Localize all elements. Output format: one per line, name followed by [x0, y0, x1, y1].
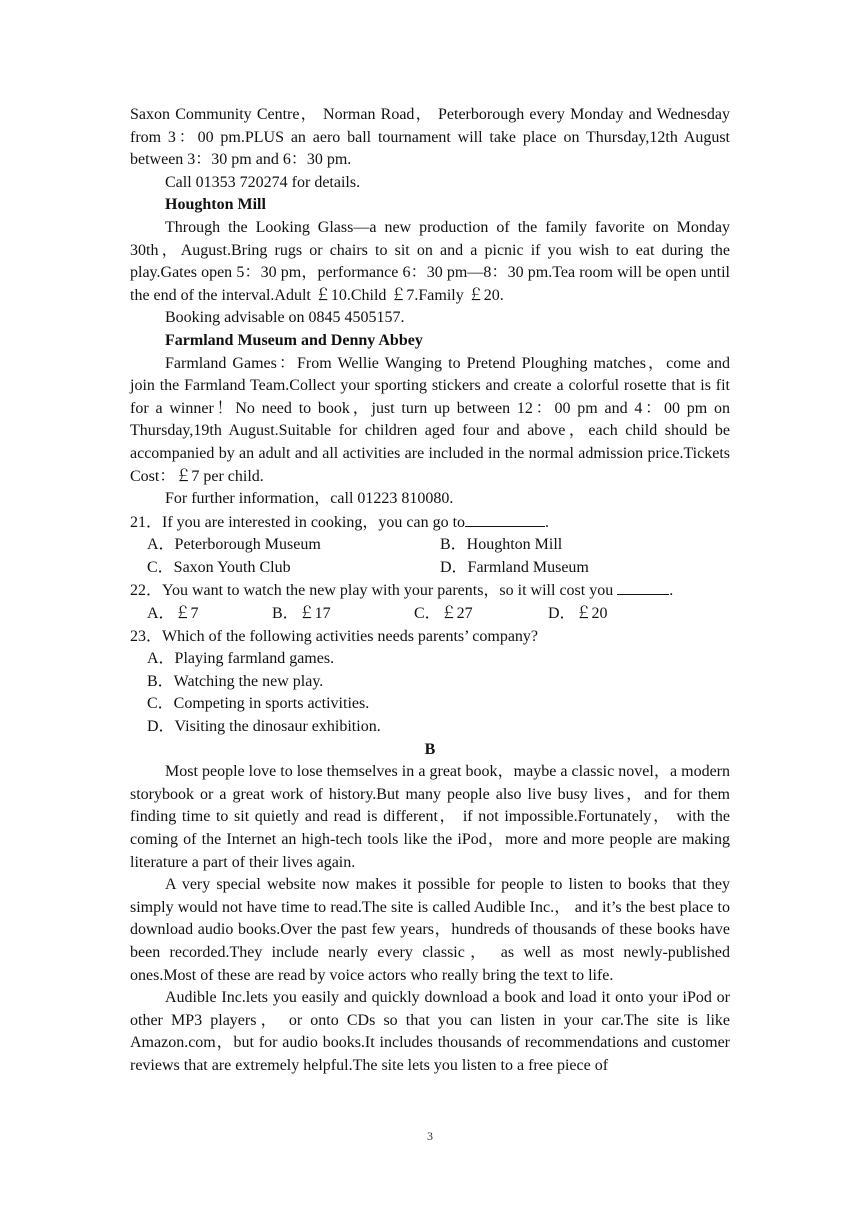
question-21-options-row1 [130, 534, 730, 557]
question-21 [130, 511, 730, 535]
houghton-booking: Booking advisable on 0845 4505157. [165, 309, 405, 327]
page-number: 3 [427, 1129, 433, 1143]
option-21-d: D．Farmland Museum [440, 558, 589, 576]
question-21-options-row2 [130, 557, 730, 580]
question-22-options [130, 603, 730, 626]
option-22-d: D．￡20 [548, 605, 608, 623]
option-21-b: B．Houghton Mill [440, 536, 563, 554]
farmland-heading: Farmland Museum and Denny Abbey [165, 331, 423, 349]
option-21-c: C．Saxon Youth Club [147, 558, 291, 576]
option-21-a: A．Peterborough Museum [147, 536, 321, 554]
option-22-c: C．￡27 [414, 605, 473, 623]
saxon-text: Saxon Community Centre， Norman Road， Peterborough every Monday and Wednesday from 3：00 pm.PLUS an aero ball tournament will take place on Thursday,12th August between 3：30 pm and 6：30 pm. [130, 106, 730, 169]
question-21-end: . [545, 513, 550, 531]
question-23: 23．Which of the following activities needs parents’ company? [130, 627, 539, 645]
option-22-b: B．￡17 [272, 605, 331, 623]
farmland-info: For further information，call 01223 810080. [165, 490, 454, 508]
question-22 [130, 579, 730, 603]
page-content [130, 104, 730, 1078]
saxon-call: Call 01353 720274 for details. [165, 173, 361, 191]
section-b-heading: B [424, 740, 436, 758]
passage-b-paragraph-3: Audible Inc.lets you easily and quickly download a book and load it onto your iPod or other MP3 players， or onto CDs so that you can listen in your car.The site is like Amazon.com，but for audio books.It includes thousands of recommendations and customer reviews that are extremely helpful.The site lets you listen to a free piece of [130, 989, 730, 1074]
houghton-heading: Houghton Mill [165, 196, 266, 214]
option-23-d: D．Visiting the dinosaur exhibition. [147, 718, 381, 736]
answer-blank-21 [465, 511, 545, 527]
option-23-a: A．Playing farmland games. [147, 650, 335, 668]
farmland-body: Farmland Games：From Wellie Wanging to Pretend Ploughing matches，come and join the Farmland Team.Collect your sporting stickers and create a colorful rosette that is fit for a winner！No need to book，just turn up between 12：00 pm and 4：00 pm on Thursday,19th August.Suitable for children aged four and above，each child should be accompanied by an adult and all activities are included in the normal admission price.Tickets Cost：￡7 per child. [130, 354, 730, 485]
passage-b-paragraph-2: A very special website now makes it possible for people to listen to books that they simply would not have time to read.The site is called Audible Inc.， and it’s the best place to download audio books.Over the past few years，hundreds of thousands of these books have been recorded.They include nearly every classic， as well as most newly-published ones.Most of these are read by voice actors who really bring the text to life. [130, 876, 730, 984]
question-21-stem: 21．If you are interested in cooking，you can go to [130, 513, 466, 531]
question-22-end: . [669, 582, 674, 600]
option-23-b: B．Watching the new play. [147, 672, 324, 690]
houghton-body: Through the Looking Glass—a new production of the family favorite on Monday 30th，August.Bring rugs or chairs to sit on and a picnic if you wish to eat during the play.Gates open 5：30 pm，performance 6：30 pm—8：30 pm.Tea room will be open until the end of the interval.Adult ￡10.Child ￡7.Family ￡20. [130, 218, 730, 304]
option-22-a: A．￡7 [147, 605, 199, 623]
question-22-stem: 22．You want to watch the new play with your parents，so it will cost you [130, 582, 614, 600]
answer-blank-22 [617, 579, 669, 595]
passage-b-paragraph-1: Most people love to lose themselves in a great book，maybe a classic novel，a modern storybook or a great work of history.But many people also live busy lives，and for them finding time to sit quietly and read is different， if not impossible.Fortunately， with the coming of the Internet an high-tech tools like the iPod，more and more people are making literature a part of their lives again. [130, 763, 730, 871]
option-23-c: C．Competing in sports activities. [147, 695, 370, 713]
